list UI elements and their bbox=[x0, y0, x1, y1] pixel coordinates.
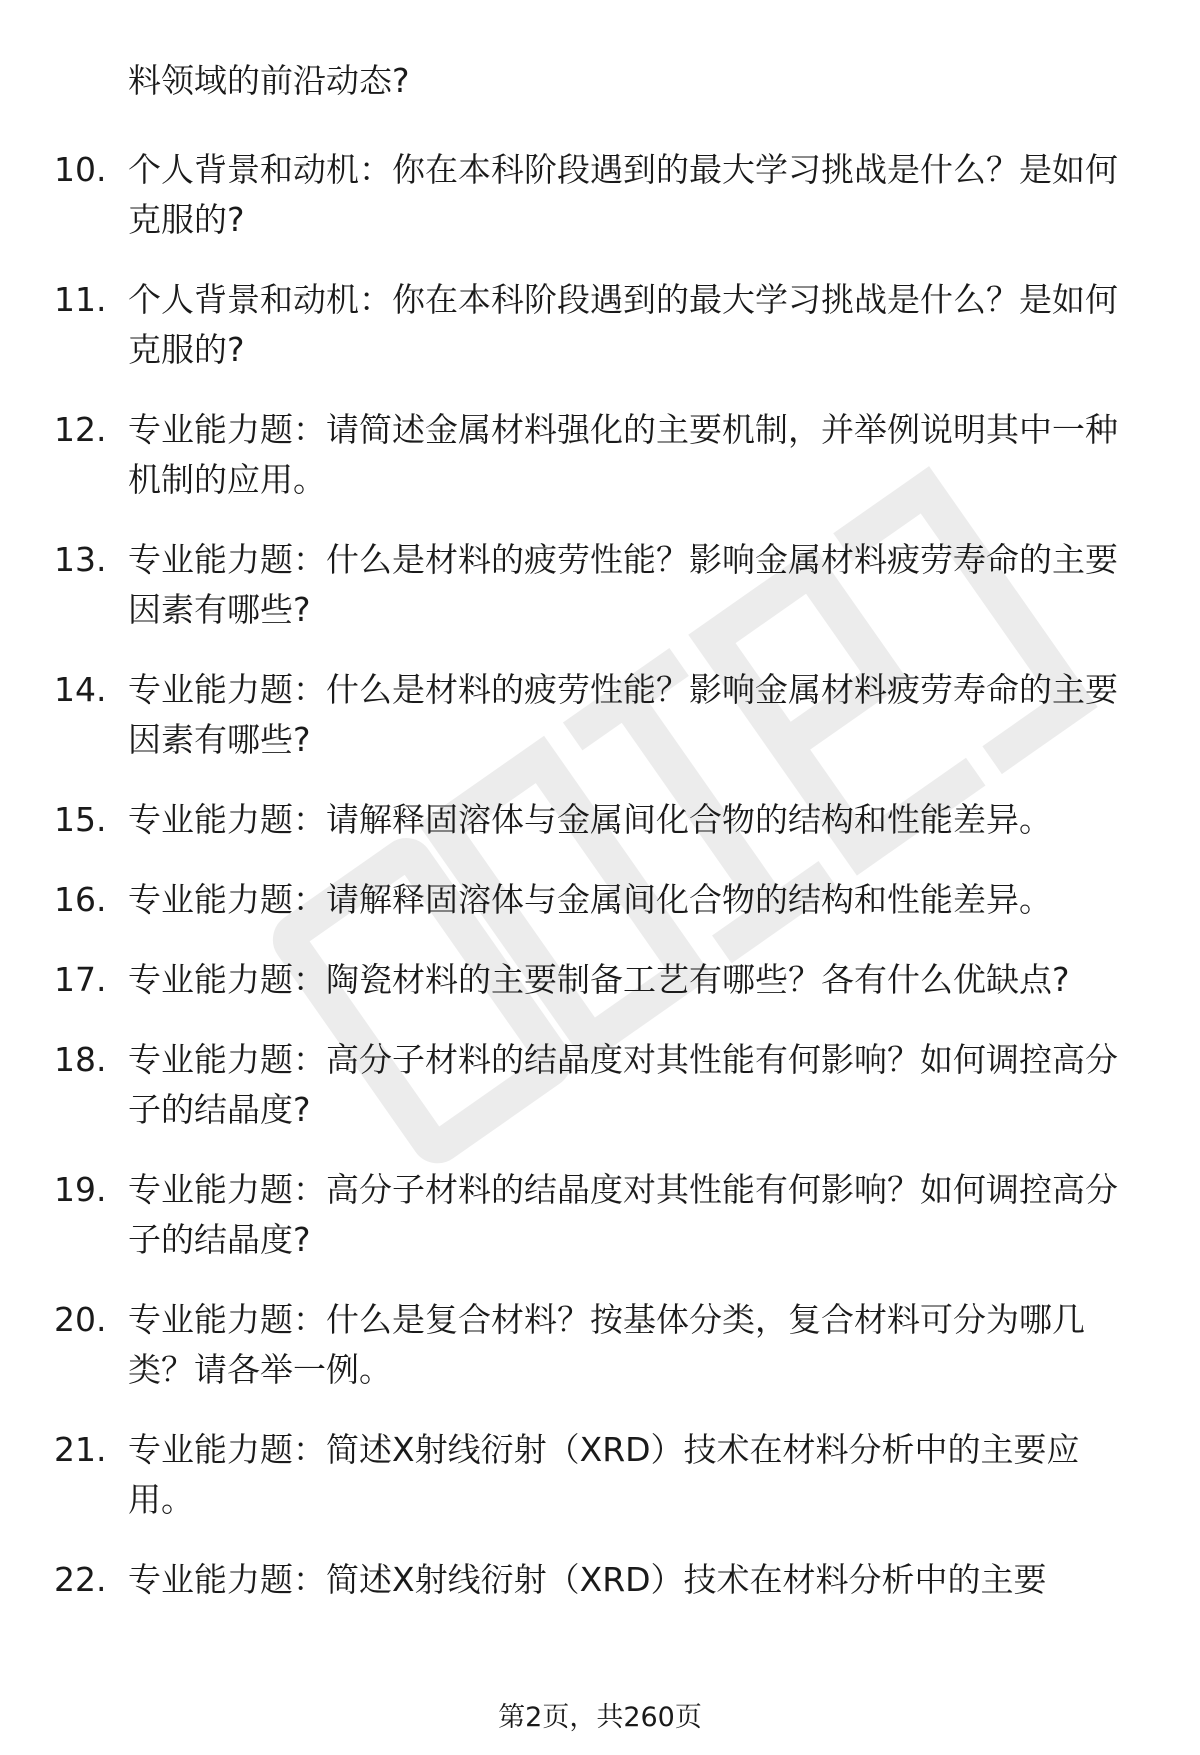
question-item bbox=[0, 875, 1200, 925]
question-number: 21. bbox=[54, 1430, 107, 1469]
question-number: 22. bbox=[54, 1560, 107, 1599]
question-item bbox=[0, 1555, 1200, 1605]
question-item bbox=[0, 795, 1200, 845]
question-item bbox=[0, 1165, 1200, 1265]
question-item bbox=[0, 955, 1200, 1005]
question-text: 专业能力题：什么是复合材料？按基体分类，复合材料可分为哪几类？请各举一例。 bbox=[128, 1300, 1085, 1389]
question-list bbox=[0, 145, 1200, 1635]
question-item bbox=[0, 145, 1200, 245]
question-item bbox=[0, 1035, 1200, 1135]
question-text: 专业能力题：什么是材料的疲劳性能？影响金属材料疲劳寿命的主要因素有哪些? bbox=[128, 670, 1118, 759]
question-text: 专业能力题：请解释固溶体与金属间化合物的结构和性能差异。 bbox=[128, 800, 1052, 839]
continued-question-text: 料领域的前沿动态? bbox=[128, 61, 410, 100]
question-text: 个人背景和动机：你在本科阶段遇到的最大学习挑战是什么？是如何克服的? bbox=[128, 280, 1118, 369]
question-number: 13. bbox=[54, 540, 107, 579]
question-item bbox=[0, 1295, 1200, 1395]
question-text: 专业能力题：高分子材料的结晶度对其性能有何影响？如何调控高分子的结晶度? bbox=[128, 1170, 1118, 1259]
question-number: 14. bbox=[54, 670, 107, 709]
question-text: 专业能力题：简述X射线衍射（XRD）技术在材料分析中的主要 bbox=[128, 1560, 1047, 1599]
question-number: 15. bbox=[54, 800, 107, 839]
question-number: 16. bbox=[54, 880, 107, 919]
question-text: 专业能力题：请简述金属材料强化的主要机制，并举例说明其中一种机制的应用。 bbox=[128, 410, 1118, 499]
question-number: 11. bbox=[54, 280, 107, 319]
question-text: 个人背景和动机：你在本科阶段遇到的最大学习挑战是什么？是如何克服的? bbox=[128, 150, 1118, 239]
question-text: 专业能力题：简述X射线衍射（XRD）技术在材料分析中的主要应用。 bbox=[128, 1430, 1080, 1519]
question-number: 20. bbox=[54, 1300, 107, 1339]
question-text: 专业能力题：陶瓷材料的主要制备工艺有哪些？各有什么优缺点? bbox=[128, 960, 1070, 999]
question-text: 专业能力题：请解释固溶体与金属间化合物的结构和性能差异。 bbox=[128, 880, 1052, 919]
question-number: 12. bbox=[54, 410, 107, 449]
question-number: 17. bbox=[54, 960, 107, 999]
question-item bbox=[0, 405, 1200, 505]
question-item bbox=[0, 535, 1200, 635]
question-number: 18. bbox=[54, 1040, 107, 1079]
question-number: 19. bbox=[54, 1170, 107, 1209]
question-item bbox=[0, 1425, 1200, 1525]
question-item bbox=[0, 665, 1200, 765]
question-item bbox=[0, 275, 1200, 375]
question-number: 10. bbox=[54, 150, 107, 189]
question-text: 专业能力题：什么是材料的疲劳性能？影响金属材料疲劳寿命的主要因素有哪些? bbox=[128, 540, 1118, 629]
page-footer: 第2页，共260页 bbox=[498, 1702, 702, 1733]
question-text: 专业能力题：高分子材料的结晶度对其性能有何影响？如何调控高分子的结晶度? bbox=[128, 1040, 1118, 1129]
